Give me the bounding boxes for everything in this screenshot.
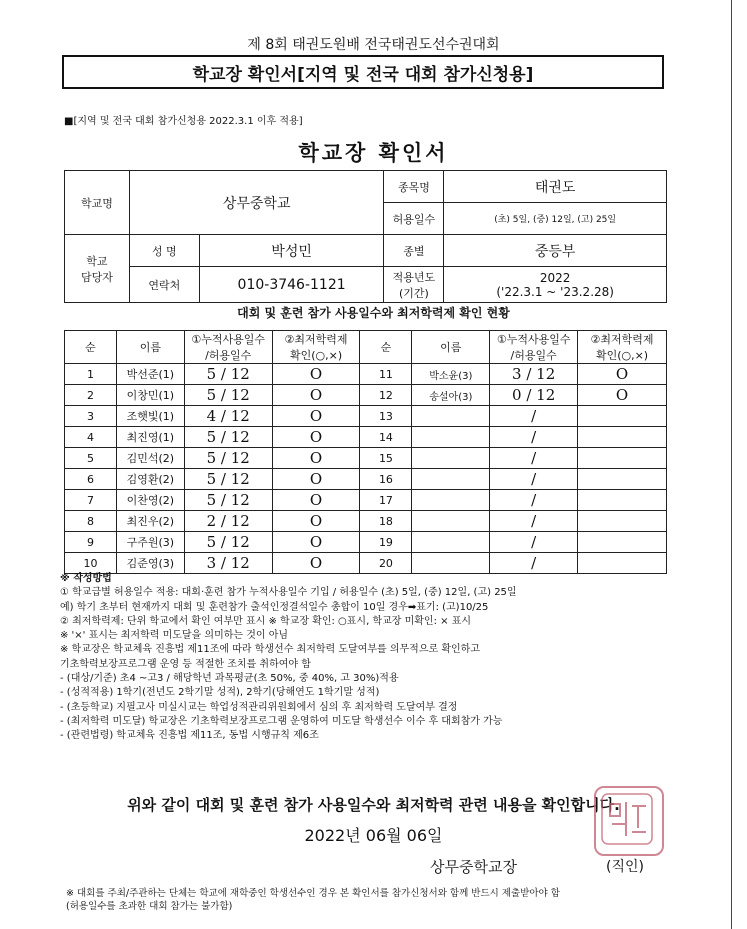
row-name <box>412 469 490 490</box>
row-name: 이찬영(2) <box>116 490 184 511</box>
table-row <box>65 511 667 532</box>
method-line: ② 최저학력제: 단위 학교에서 확인 여부만 표시 ※ 학교장 확인: ○표시, 학교장 미확인: × 표시 <box>60 615 472 627</box>
method-line: - (초등학교) 지필고사 미실시교는 학업성적관리위원회에서 심의 후 최저학력 도달여부 결정 <box>60 701 458 713</box>
used-days: 3 <box>512 365 522 383</box>
row-name: 김영환(2) <box>116 469 184 490</box>
header-check-line1: ②최저학력제 <box>590 333 654 346</box>
row-name <box>412 553 490 574</box>
row-check <box>578 553 667 574</box>
footnote-line2: (허용일수를 초과한 대회 참가는 불가함) <box>66 901 233 912</box>
method-line: ※ 작성방법 <box>60 573 112 584</box>
row-check <box>578 532 667 553</box>
row-days <box>490 490 578 511</box>
document-heading-box <box>62 55 664 89</box>
header-no-left: 순 <box>65 331 117 364</box>
days-separator: / <box>216 365 231 383</box>
row-days <box>184 427 272 448</box>
table-row <box>65 553 667 574</box>
row-name: 김준영(3) <box>116 553 184 574</box>
row-no: 12 <box>360 385 412 406</box>
days-separator: / <box>216 491 231 509</box>
row-days <box>490 385 578 406</box>
row-check: O <box>272 553 360 574</box>
method-line: ※ '×' 표시는 최저학력 미도달을 의미하는 것이 아님 <box>60 630 289 642</box>
header-days-line1: ①누적사용일수 <box>496 333 571 346</box>
row-check: O <box>272 490 360 511</box>
row-name <box>412 448 490 469</box>
allowed-days: 12 <box>536 386 556 404</box>
days-separator: / <box>216 428 231 446</box>
table-row <box>65 406 667 427</box>
row-name <box>412 490 490 511</box>
method-line: 예) 학기 초부터 현재까지 대회 및 훈련참가 출석인정결석일수 총합이 10일 경우➡표기: (고)10/25 <box>60 601 489 613</box>
row-days <box>184 406 272 427</box>
used-days: 5 <box>206 491 217 509</box>
table-row <box>65 469 667 490</box>
allowed-days: / <box>531 533 537 551</box>
row-no: 8 <box>65 511 117 532</box>
header-days-line2: /허용일수 <box>205 349 252 362</box>
row-days <box>184 553 272 574</box>
row-no: 9 <box>65 532 117 553</box>
row-check: O <box>272 469 360 490</box>
row-no: 16 <box>360 469 412 490</box>
row-days <box>490 532 578 553</box>
contact-group-label-line2: 담당자 <box>80 270 113 284</box>
year-value-cell <box>444 267 667 303</box>
table-row <box>65 532 667 553</box>
row-check: O <box>272 448 360 469</box>
allowed-days: 12 <box>230 386 250 404</box>
year-label <box>384 267 444 303</box>
phone-label: 연락처 <box>129 267 199 303</box>
header-name-left: 이름 <box>116 331 184 364</box>
type-label: 종별 <box>384 235 444 267</box>
days-separator: / <box>216 449 231 467</box>
header-days-line2: /허용일수 <box>510 349 557 362</box>
row-check <box>578 448 667 469</box>
name-label: 성 명 <box>129 235 199 267</box>
row-check: O <box>272 532 360 553</box>
row-no: 7 <box>65 490 117 511</box>
header-name-right: 이름 <box>412 331 490 364</box>
row-name: 송설아(3) <box>412 385 490 406</box>
row-no: 14 <box>360 427 412 448</box>
document-heading: 학교장 확인서[지역 및 전국 대회 참가신청용] <box>192 64 534 85</box>
allowed-days: 12 <box>536 365 556 383</box>
method-line: - (대상/기준) 초4 ~고3 / 해당학년 과목평균(초 50%, 중 40%, 고 30%)적용 <box>60 673 399 685</box>
table-row <box>65 448 667 469</box>
row-days <box>184 385 272 406</box>
used-days: 5 <box>206 428 217 446</box>
row-days <box>184 448 272 469</box>
allowed-days: 12 <box>230 428 250 446</box>
header-days-left <box>184 331 272 364</box>
days-separator: / <box>216 407 231 425</box>
row-days <box>184 511 272 532</box>
method-line: ※ 학교장은 학교체육 진흥법 제11조에 따라 학생선수 최저학력 도달여부를 의무적으로 확인하고 <box>60 644 480 656</box>
allowed-days: 12 <box>230 533 250 551</box>
days-separator: / <box>521 365 537 383</box>
contact-name-value: 박성민 <box>199 235 384 267</box>
days-separator: / <box>216 470 231 488</box>
row-days <box>490 469 578 490</box>
period-value: ('22.3.1 ~ '23.2.28) <box>496 284 614 299</box>
footnote-line1: ※ 대회를 주최/주관하는 단체는 학교에 재학중인 학생선수인 경우 본 확인서를 참가신청서와 함께 반드시 제출받아야 함 <box>66 888 560 899</box>
row-days <box>490 427 578 448</box>
year-value: 2022 <box>539 270 571 285</box>
issue-date: 2022년 06월 06일 <box>304 826 443 845</box>
header-check-line1: ②최저학력제 <box>284 333 348 346</box>
row-name <box>412 427 490 448</box>
allowed-days: 12 <box>230 491 250 509</box>
table-row <box>65 385 667 406</box>
header-check-line2: 확인(○,×) <box>595 349 649 362</box>
method-line: - (최저학력 미도달) 학교장은 기초학력보장프로그램 운영하여 미도달 학생선수 이수 후 대회참가 가능 <box>60 715 503 727</box>
days-separator: / <box>521 386 537 404</box>
row-days <box>490 406 578 427</box>
participation-rows <box>65 364 667 574</box>
row-check: O <box>272 406 360 427</box>
header-check-left <box>272 331 360 364</box>
year-label-line2: (기간) <box>398 286 429 300</box>
row-days <box>490 448 578 469</box>
used-days: 0 <box>512 386 522 404</box>
allowed-days: / <box>531 512 537 530</box>
header-no-right: 순 <box>360 331 412 364</box>
row-check <box>578 490 667 511</box>
days-separator: / <box>216 533 231 551</box>
seal-label: (직인) <box>606 859 644 875</box>
method-line: - (성적적용) 1학기(전년도 2학기말 성적), 2학기(당해연도 1학기말 성적) <box>60 687 380 699</box>
row-check: O <box>272 364 360 385</box>
allowed-days-value: (초) 5일, (중) 12일, (고) 25일 <box>444 203 667 235</box>
row-days <box>490 511 578 532</box>
row-no: 5 <box>65 448 117 469</box>
applies-note: ■[지역 및 전국 대회 참가신청용 2022.3.1 이후 적용] <box>64 116 303 127</box>
allowed-days: 12 <box>230 512 250 530</box>
row-check: O <box>272 511 360 532</box>
writing-method <box>60 572 680 744</box>
row-check: O <box>578 364 667 385</box>
sport-label: 종목명 <box>384 171 444 203</box>
row-days <box>184 469 272 490</box>
row-check <box>578 406 667 427</box>
allowed-days: 12 <box>230 554 250 572</box>
row-no: 15 <box>360 448 412 469</box>
school-label: 학교명 <box>65 171 130 235</box>
seal-graphic <box>596 788 658 850</box>
row-name: 김민석(2) <box>116 448 184 469</box>
school-info-table <box>64 170 667 303</box>
used-days: 5 <box>206 386 217 404</box>
row-check: O <box>272 385 360 406</box>
contact-group-label-line1: 학교 <box>86 254 108 268</box>
row-name: 이창민(1) <box>116 385 184 406</box>
row-days <box>184 532 272 553</box>
phone-value: 010-3746-1121 <box>199 267 384 303</box>
footnote <box>66 887 686 913</box>
allowed-days: 12 <box>230 470 250 488</box>
method-line: ① 학교급별 허용일수 적용: 대회·훈련 참가 누적사용일수 기입 / 허용일수 (초) 5일, (중) 12일, (고) 25일 <box>60 587 517 599</box>
allowed-days: 12 <box>230 407 250 425</box>
year-label-line1: 적용년도 <box>392 270 436 284</box>
official-seal <box>594 786 664 856</box>
row-no: 6 <box>65 469 117 490</box>
section-title: 대회 및 훈련 참가 사용일수와 최저학력제 확인 현황 <box>237 306 510 320</box>
allowed-days: / <box>531 491 537 509</box>
used-days: 2 <box>206 512 217 530</box>
days-separator: / <box>216 554 231 572</box>
method-line: 기초학력보장프로그램 운영 등 적절한 조치를 취하여야 함 <box>60 658 311 670</box>
participation-table <box>64 330 667 574</box>
row-days <box>490 553 578 574</box>
used-days: 5 <box>206 533 217 551</box>
allowed-days: / <box>531 449 537 467</box>
row-name: 조햇빛(1) <box>116 406 184 427</box>
school-value: 상무중학교 <box>129 171 384 235</box>
header-days-line1: ①누적사용일수 <box>191 333 266 346</box>
contact-group-label <box>65 235 130 303</box>
row-no: 2 <box>65 385 117 406</box>
header-check-right <box>578 331 667 364</box>
header-days-right <box>490 331 578 364</box>
row-check: O <box>578 385 667 406</box>
table-row <box>65 427 667 448</box>
used-days: 5 <box>206 470 217 488</box>
row-no: 3 <box>65 406 117 427</box>
used-days: 5 <box>206 449 217 467</box>
days-separator: / <box>216 386 231 404</box>
row-name <box>412 406 490 427</box>
row-no: 4 <box>65 427 117 448</box>
allowed-days: / <box>531 470 537 488</box>
row-no: 13 <box>360 406 412 427</box>
sport-value: 태권도 <box>444 171 667 203</box>
row-name: 최진우(2) <box>116 511 184 532</box>
type-value: 중등부 <box>444 235 667 267</box>
row-check <box>578 427 667 448</box>
doc-title: 학교장 확인서 <box>298 141 449 165</box>
row-name: 박소윤(3) <box>412 364 490 385</box>
row-days <box>490 364 578 385</box>
allowed-days: / <box>531 554 537 572</box>
allowed-days: / <box>531 428 537 446</box>
row-no: 20 <box>360 553 412 574</box>
table-row <box>65 490 667 511</box>
allowed-days: 12 <box>230 365 250 383</box>
principal-title: 상무중학교장 <box>430 858 517 876</box>
confirmation-statement: 위와 같이 대회 및 훈련 참가 사용일수와 최저학력 관련 내용을 확인합니다. <box>127 796 620 814</box>
days-separator: / <box>216 512 231 530</box>
row-no: 17 <box>360 490 412 511</box>
used-days: 3 <box>206 554 217 572</box>
row-name: 박선준(1) <box>116 364 184 385</box>
row-days <box>184 490 272 511</box>
allowed-days-label: 허용일수 <box>384 203 444 235</box>
row-no: 19 <box>360 532 412 553</box>
used-days: 5 <box>206 365 217 383</box>
row-days <box>184 364 272 385</box>
used-days: 4 <box>206 407 217 425</box>
row-no: 10 <box>65 553 117 574</box>
row-no: 1 <box>65 364 117 385</box>
row-no: 18 <box>360 511 412 532</box>
row-name: 최진영(1) <box>116 427 184 448</box>
row-name: 구주원(3) <box>116 532 184 553</box>
row-name <box>412 532 490 553</box>
row-check <box>578 469 667 490</box>
row-check <box>578 511 667 532</box>
allowed-days: / <box>531 407 537 425</box>
row-no: 11 <box>360 364 412 385</box>
method-line: - (관련법령) 학교체육 진흥법 제11조, 동법 시행규칙 제6조 <box>60 730 319 742</box>
event-title: 제 8회 태권도원배 전국태권도선수권대회 <box>247 37 500 53</box>
row-check: O <box>272 427 360 448</box>
header-check-line2: 확인(○,×) <box>289 349 343 362</box>
row-name <box>412 511 490 532</box>
table-row <box>65 364 667 385</box>
allowed-days: 12 <box>230 449 250 467</box>
